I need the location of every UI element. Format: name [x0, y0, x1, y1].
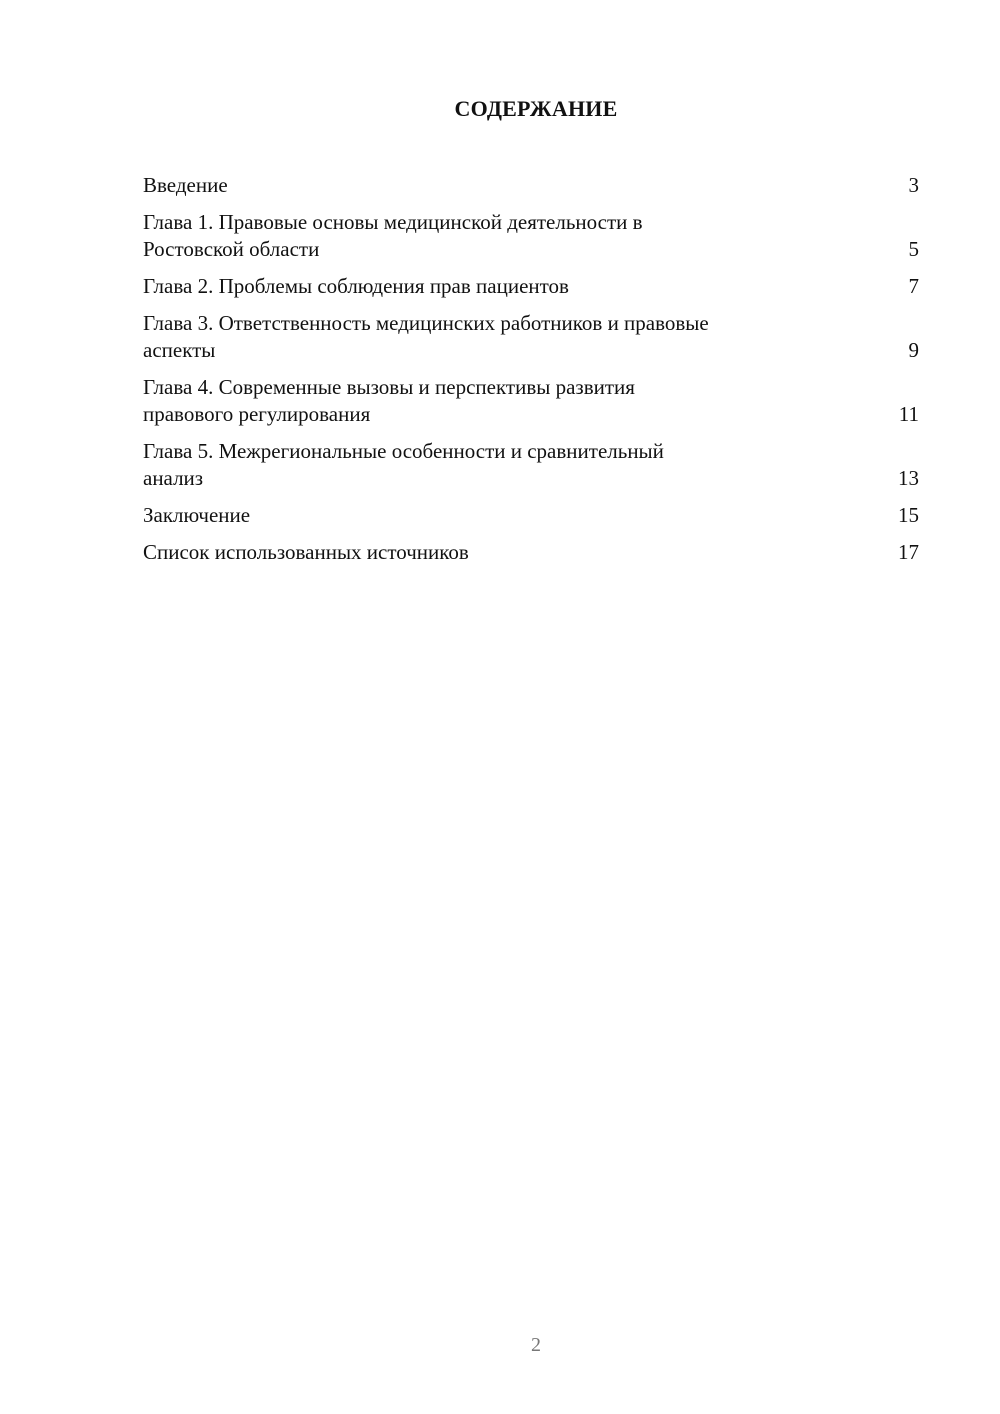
toc-entry-chapter-1 [143, 209, 919, 263]
toc-entry-conclusion [143, 502, 919, 529]
toc-entry-text [143, 374, 635, 428]
toc-entry-chapter-4 [143, 374, 919, 428]
toc-entry-line: Ростовской области [143, 237, 320, 261]
toc-entry-line: Глава 4. Современные вызовы и перспективы развития [143, 375, 635, 399]
toc-entry-references [143, 539, 919, 566]
toc-entry-page-number: 5 [908, 237, 919, 261]
toc-entry-line: Глава 5. Межрегиональные особенности и сравнительный [143, 439, 664, 463]
toc-entry-line: аспекты [143, 338, 216, 362]
toc-entry-page-number: 3 [908, 173, 919, 197]
toc-entry-chapter-2 [143, 273, 919, 300]
toc-entry-chapter-3 [143, 310, 919, 364]
toc-entry-line: Глава 3. Ответственность медицинских работников и правовые [143, 311, 709, 335]
toc-entry-text [143, 438, 664, 492]
toc-entry-page-number: 17 [898, 540, 919, 564]
toc-entry-page-number: 7 [908, 274, 919, 298]
toc-entry-page-number: 9 [908, 338, 919, 362]
toc-entry-page-number: 13 [898, 466, 919, 490]
toc-entry-text [143, 310, 709, 364]
toc-entry-text [143, 209, 643, 263]
toc-entry-line: правового регулирования [143, 402, 371, 426]
toc-entry-chapter-5 [143, 438, 919, 492]
toc-entry-line: Глава 1. Правовые основы медицинской деятельности в [143, 210, 643, 234]
toc-entry-text [143, 273, 569, 300]
toc-entry-introduction [143, 172, 919, 199]
toc-entry-text [143, 172, 228, 199]
toc-entry-line: Введение [143, 173, 228, 197]
toc-entry-page-number: 11 [898, 402, 919, 426]
toc-entry-line: Заключение [143, 503, 251, 527]
toc-entry-page-number: 15 [898, 503, 919, 527]
toc-entry-text [143, 539, 469, 566]
toc-entry-line: анализ [143, 466, 204, 490]
toc-entry-line: Список использованных источников [143, 540, 469, 564]
toc-entry-text [143, 502, 250, 529]
page-number: 2 [531, 1334, 541, 1356]
toc-entry-line: Глава 2. Проблемы соблюдения прав пациентов [143, 274, 569, 298]
toc-title: СОДЕРЖАНИЕ [454, 96, 618, 121]
toc-list [143, 172, 919, 576]
